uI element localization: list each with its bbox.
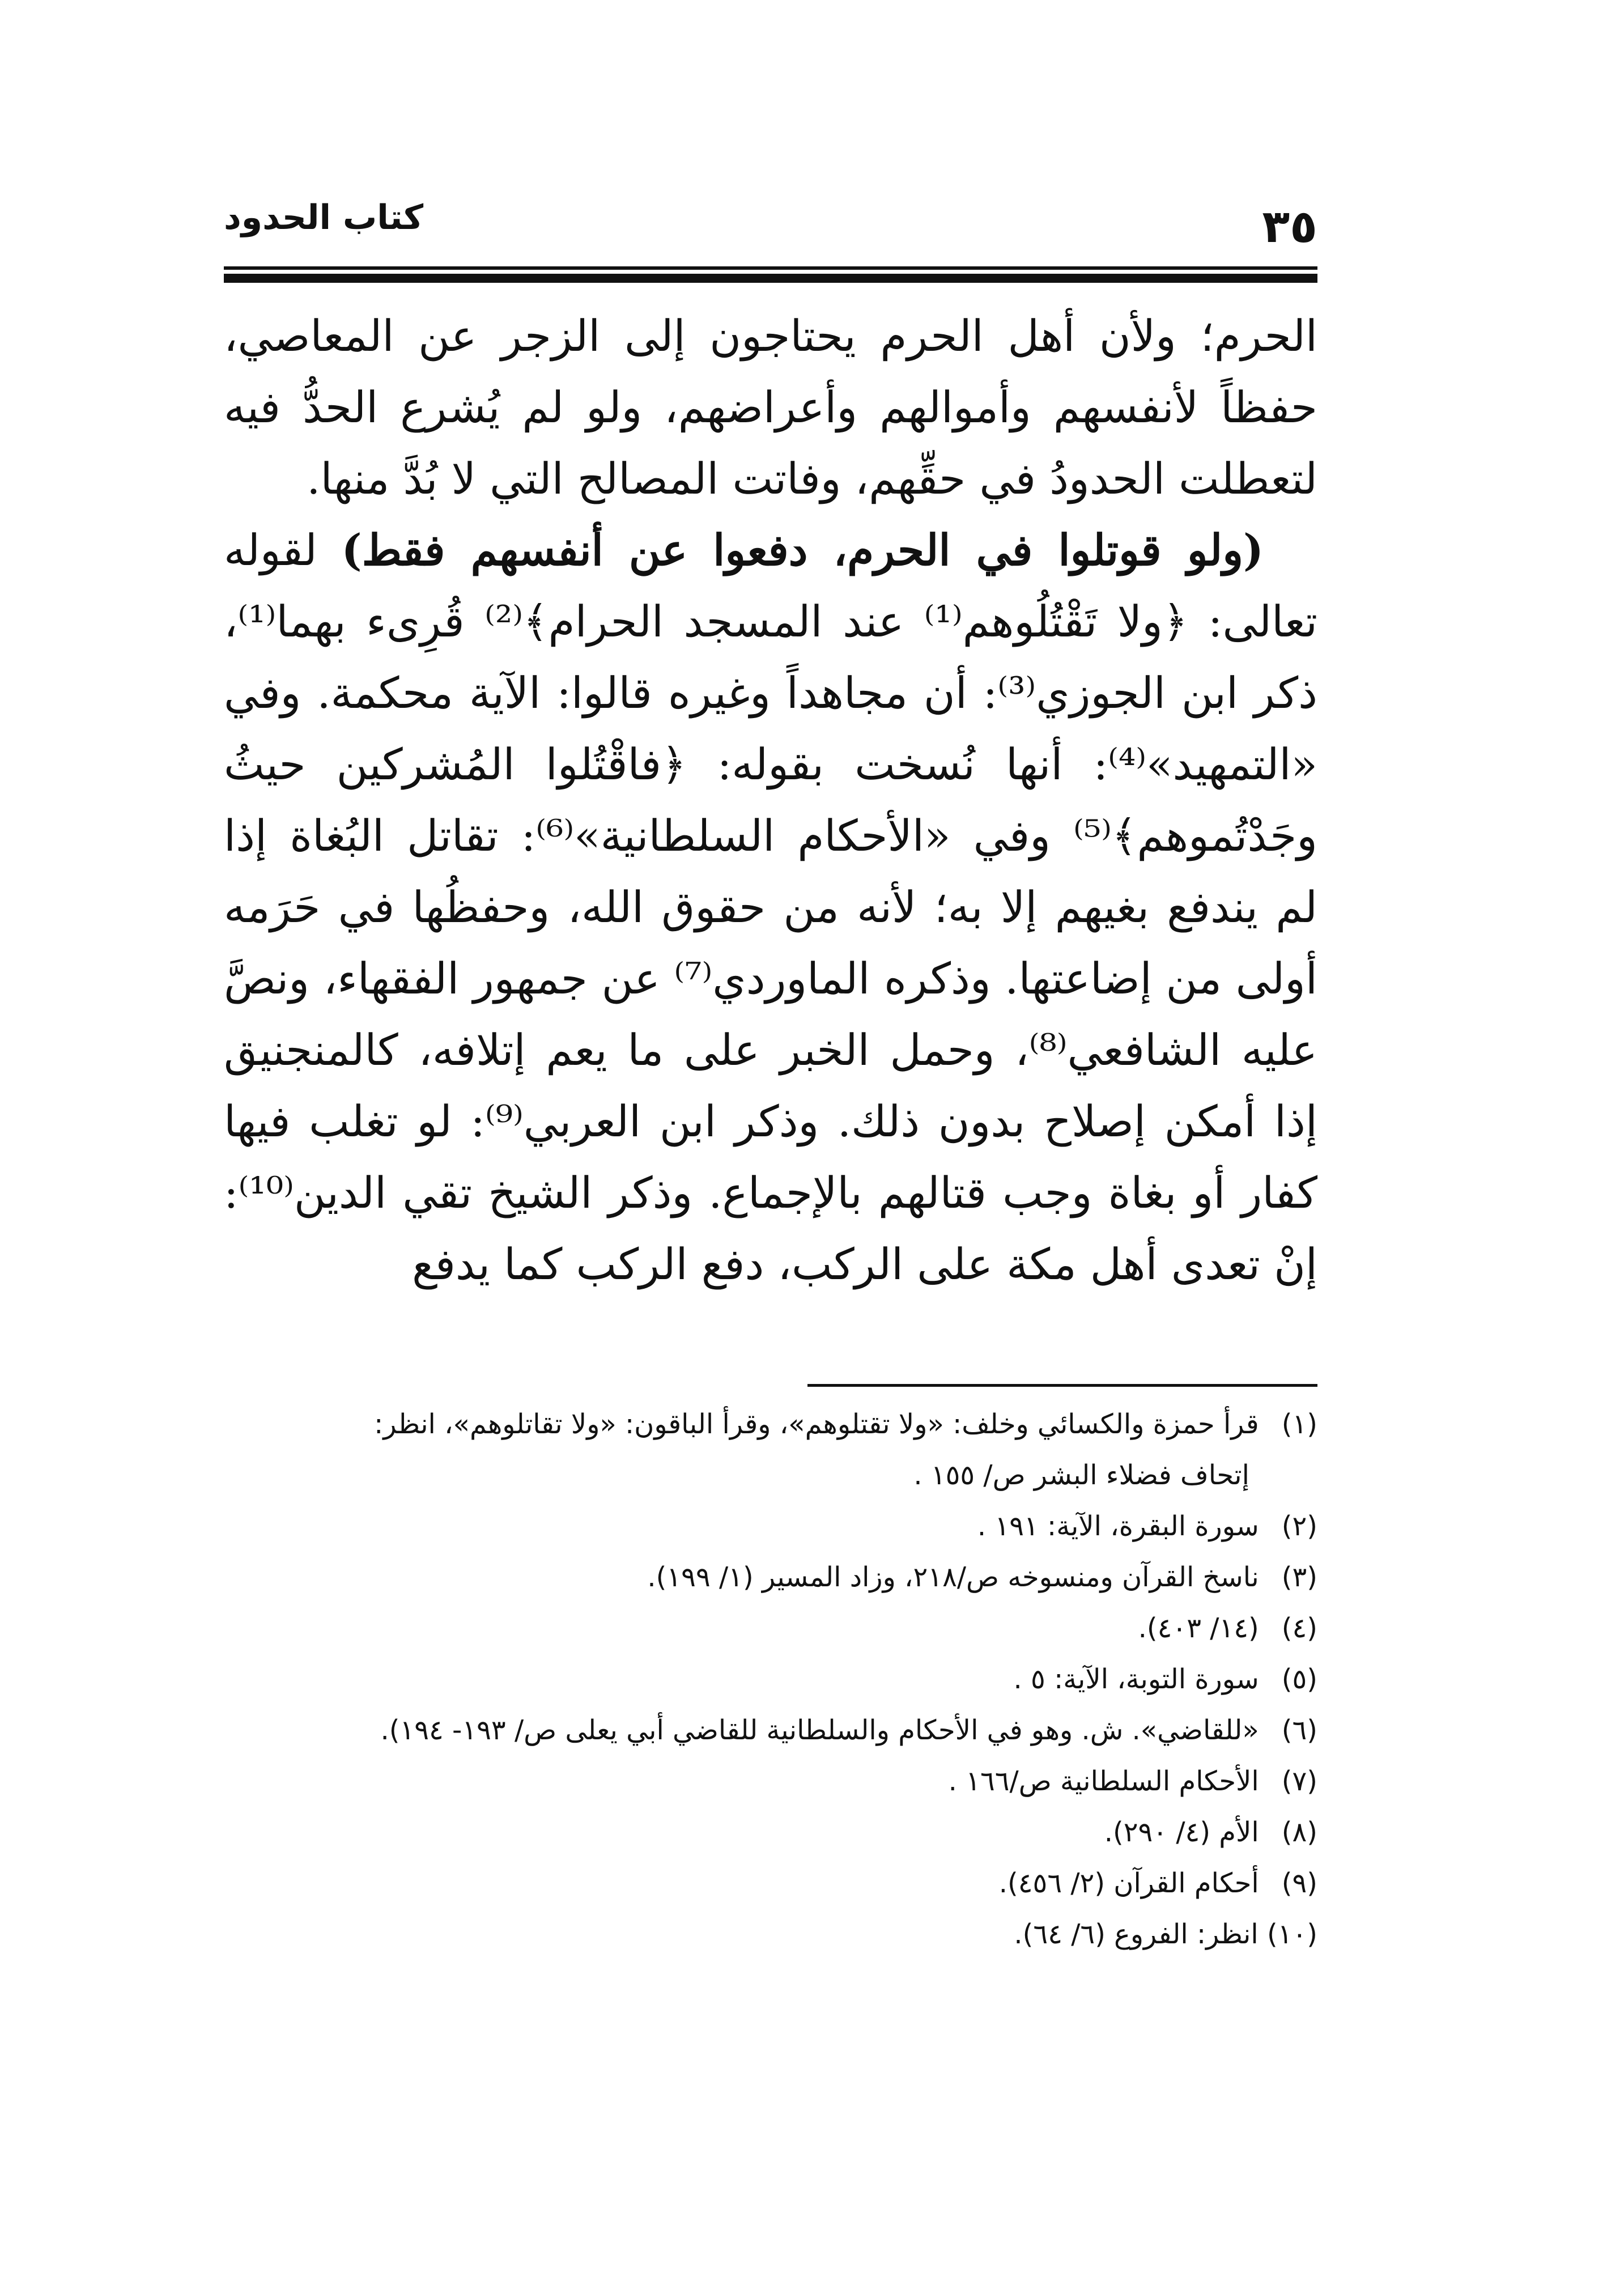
footnote-text: الأم (٤/ ٢٩٠).	[1104, 1816, 1259, 1848]
footnote-text: (١٤/ ٤٠٣).	[1138, 1612, 1259, 1644]
footnote-text: الأحكام السلطانية ص/١٦٦ .	[948, 1765, 1259, 1797]
main-text	[224, 300, 1317, 1300]
footnote-number: (٦)	[1281, 1714, 1317, 1746]
footnote-item	[224, 1807, 1317, 1858]
footnote-number: (٥)	[1281, 1663, 1317, 1695]
footnote-number: (١٠)	[1266, 1918, 1317, 1950]
footnote-text: سورة التوبة، الآية: ٥ .	[1013, 1663, 1259, 1695]
paragraph-2	[224, 515, 1317, 1300]
footnote-item	[224, 1756, 1317, 1807]
footnote-item	[224, 1654, 1317, 1705]
footnote-text: انظر: الفروع (٦/ ٦٤).	[1014, 1918, 1259, 1950]
footnotes-list	[224, 1399, 1317, 1960]
header-rule-thick	[224, 274, 1317, 283]
header-rule	[224, 266, 1317, 283]
footnote-number: (٧)	[1281, 1765, 1317, 1797]
paragraph-1: الحرم؛ ولأن أهل الحرم يحتاجون إلى الزجر عن المعاصي، حفظاً لأنفسهم وأموالهم وأعراضهم، ولو لم يُشرع الحدُّ فيه لتعطلت الحدودُ في حقِّهم، وفاتت المصالح التي لا بُدَّ منها.	[224, 311, 1317, 504]
footnote-number: (٣)	[1281, 1561, 1317, 1593]
footnote-text: سورة البقرة، الآية: ١٩١ .	[977, 1510, 1259, 1542]
footnote-text: قرأ حمزة والكسائي وخلف: «ولا تقتلوهم»، وقرأ الباقون: «ولا تقاتلوهم»، انظر:	[374, 1408, 1259, 1440]
footnote-number: (١)	[1281, 1408, 1317, 1440]
footnote-separator	[807, 1384, 1317, 1387]
footnote-continuation: إتحاف فضلاء البشر ص/ ١٥٥ .	[913, 1459, 1249, 1491]
footnote-item	[224, 1399, 1317, 1501]
footnote-item	[224, 1705, 1317, 1756]
paragraph-2-rest: لقوله تعالى: ﴿ولا تَقْتُلُوهم⁽¹⁾ عند المسجد الحرام﴾⁽²⁾ قُرِىء بهما⁽¹⁾، ذكر ابن الجوزي⁽³⁾: أن مجاهداً وغيره قالوا: الآية محكمة. وفي «التمهيد»⁽⁴⁾: أنها نُسخت بقوله: ﴿فاقْتُلوا المُشركين حيثُ وجَدْتُموهم﴾⁽⁵⁾ وفي «الأحكام السلطانية»⁽⁶⁾: تقاتل البُغاة إذا لم يندفع بغيهم إلا به؛ لأنه من حقوق الله، وحفظُها في حَرَمه أولى من إضاعتها. وذكره الماوردي⁽⁷⁾ عن جمهور الفقهاء، ونصَّ عليه الشافعي⁽⁸⁾، وحمل الخبر على ما يعم إتلافه، كالمنجنيق إذا أمكن إصلاح بدون ذلك. وذكر ابن العربي⁽⁹⁾: لو تغلب فيها كفار أو بغاة وجب قتالهم بالإجماع. وذكر الشيخ تقي الدين⁽¹⁰⁾: إنْ تعدى أهل مكة على الركب، دفع الركب كما يدفع	[224, 525, 1318, 1289]
footnote-item	[224, 1603, 1317, 1654]
footnote-number: (٤)	[1281, 1612, 1317, 1644]
footnote-text: «للقاضي». ش. وهو في الأحكام والسلطانية للقاضي أبي يعلى ص/ ١٩٣- ١٩٤).	[380, 1714, 1259, 1746]
paragraph-2-lead: (ولو قوتلوا في الحرم، دفعوا عن أنفسهم فقط)	[341, 525, 1264, 575]
footnote-item	[224, 1552, 1317, 1603]
footnote-number: (٩)	[1281, 1867, 1317, 1899]
footnote-text: أحكام القرآن (٢/ ٤٥٦).	[998, 1867, 1259, 1899]
footnote-item	[224, 1909, 1317, 1960]
footnote-item	[224, 1858, 1317, 1909]
running-header	[224, 198, 1317, 266]
page-number: ٣٥	[1262, 200, 1317, 253]
footnote-item	[224, 1501, 1317, 1552]
book-title: كتاب الحدود	[224, 198, 424, 237]
footnote-number: (٢)	[1281, 1510, 1317, 1542]
header-rule-thin	[224, 266, 1317, 270]
footnote-text: ناسخ القرآن ومنسوخه ص/٢١٨، وزاد المسير (١/ ١٩٩).	[647, 1561, 1259, 1593]
footnote-number: (٨)	[1281, 1816, 1317, 1848]
